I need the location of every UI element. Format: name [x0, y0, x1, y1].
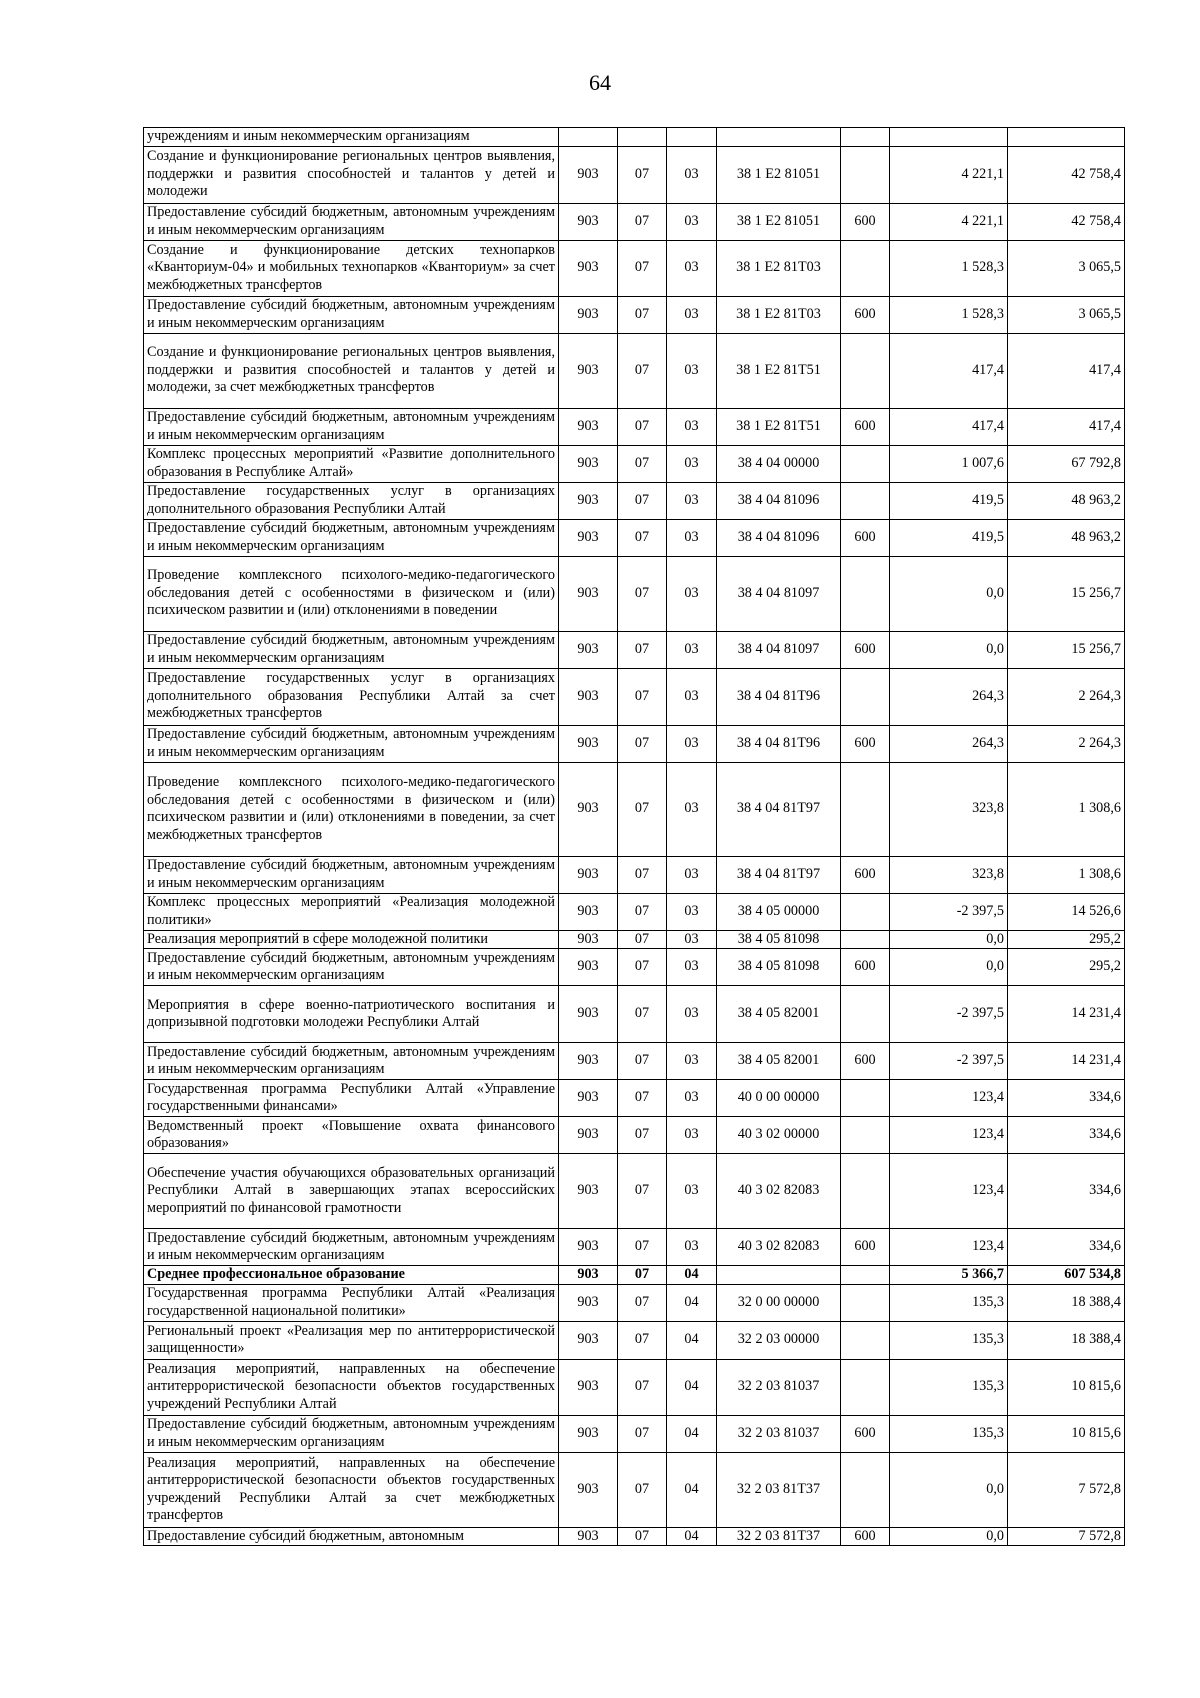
row-target-article-cell: 38 1 E2 81051: [717, 146, 841, 203]
table-row: [144, 240, 1125, 296]
row-section-cell: 07: [618, 1043, 667, 1080]
row-expense-type-cell: 600: [841, 1415, 890, 1452]
row-amount-total-cell: 42 758,4: [1008, 146, 1125, 203]
row-name-cell: Комплекс процессных мероприятий «Развитие дополнительного образования в Республике Алтай»: [144, 445, 559, 482]
row-grbs-cell: 903: [559, 1043, 618, 1080]
row-amount-total-cell: 10 815,6: [1008, 1359, 1125, 1415]
row-amount-total-cell: 1 308,6: [1008, 856, 1125, 893]
row-amount-total-cell: 15 256,7: [1008, 556, 1125, 631]
row-name-cell: Предоставление субсидий бюджетным, автономным учреждениям и иным некоммерческим организациям: [144, 1229, 559, 1266]
row-amount-change-cell: 135,3: [890, 1284, 1008, 1321]
row-expense-type-cell: 600: [841, 408, 890, 445]
row-grbs-cell: 903: [559, 445, 618, 482]
row-amount-total-cell: 15 256,7: [1008, 631, 1125, 668]
row-section-cell: 07: [618, 949, 667, 986]
row-name-cell: Мероприятия в сфере военно-патриотического воспитания и допризывной подготовки молодежи Республики Алтай: [144, 986, 559, 1043]
row-section-cell: 07: [618, 1229, 667, 1266]
row-amount-total-cell: 42 758,4: [1008, 203, 1125, 240]
table-row: [144, 146, 1125, 203]
row-expense-type-cell: [841, 240, 890, 296]
row-target-article-cell: 38 4 04 81096: [717, 519, 841, 556]
row-name-cell: Среднее профессиональное образование: [144, 1266, 559, 1285]
row-amount-change-cell: 0,0: [890, 1452, 1008, 1527]
row-name-cell: Государственная программа Республики Алтай «Реализация государственной национальной политики»: [144, 1284, 559, 1321]
row-amount-change-cell: -2 397,5: [890, 1043, 1008, 1080]
row-name-cell: Предоставление субсидий бюджетным, автономным учреждениям и иным некоммерческим организациям: [144, 631, 559, 668]
page-number: 64: [589, 70, 611, 95]
row-amount-change-cell: 0,0: [890, 556, 1008, 631]
table-row: [144, 631, 1125, 668]
row-expense-type-cell: [841, 1080, 890, 1117]
table-row: [144, 333, 1125, 408]
row-name-cell: Предоставление государственных услуг в организациях дополнительного образования Республики Алтай: [144, 482, 559, 519]
row-amount-change-cell: 419,5: [890, 482, 1008, 519]
row-amount-total-cell: 48 963,2: [1008, 519, 1125, 556]
row-subsection-cell: 04: [667, 1415, 717, 1452]
row-expense-type-cell: 600: [841, 949, 890, 986]
row-expense-type-cell: [841, 556, 890, 631]
row-subsection-cell: 03: [667, 986, 717, 1043]
row-target-article-cell: 38 4 05 82001: [717, 1043, 841, 1080]
table-row: [144, 1321, 1125, 1359]
row-expense-type-cell: [841, 1452, 890, 1527]
row-grbs-cell: 903: [559, 1080, 618, 1117]
row-section-cell: 07: [618, 725, 667, 762]
row-subsection-cell: 03: [667, 333, 717, 408]
row-amount-change-cell: 135,3: [890, 1321, 1008, 1359]
row-name-cell: Предоставление субсидий бюджетным, автономным учреждениям и иным некоммерческим организациям: [144, 725, 559, 762]
row-amount-total-cell: [1008, 128, 1125, 147]
row-amount-change-cell: 1 528,3: [890, 296, 1008, 333]
row-name-cell: Предоставление субсидий бюджетным, автономным учреждениям и иным некоммерческим организациям: [144, 203, 559, 240]
row-section-cell: 07: [618, 1359, 667, 1415]
row-grbs-cell: 903: [559, 668, 618, 725]
table-row: [144, 762, 1125, 856]
row-subsection-cell: 03: [667, 893, 717, 930]
row-amount-change-cell: [890, 128, 1008, 147]
table-row: [144, 1117, 1125, 1154]
row-expense-type-cell: 600: [841, 725, 890, 762]
row-name-cell: Обеспечение участия обучающихся образовательных организаций Республики Алтай в завершающих этапах всероссийских мероприятий по финансовой грамотности: [144, 1154, 559, 1229]
table-row: [144, 725, 1125, 762]
row-name-cell: Создание и функционирование детских технопарков «Кванториум-04» и мобильных технопарков «Кванториум» за счет межбюджетных трансфертов: [144, 240, 559, 296]
row-expense-type-cell: [841, 1117, 890, 1154]
row-grbs-cell: 903: [559, 1415, 618, 1452]
table-row: [144, 482, 1125, 519]
row-name-cell: Проведение комплексного психолого-медико-педагогического обследования детей с особенностями в физическом и (или) психическом развитии и (или) отклонениями в поведении, за счет межбюджетных трансфертов: [144, 762, 559, 856]
row-amount-total-cell: 2 264,3: [1008, 668, 1125, 725]
row-name-cell: учреждениям и иным некоммерческим организациям: [144, 128, 559, 147]
row-amount-change-cell: 0,0: [890, 631, 1008, 668]
row-amount-total-cell: 334,6: [1008, 1229, 1125, 1266]
row-expense-type-cell: [841, 1321, 890, 1359]
row-subsection-cell: 03: [667, 949, 717, 986]
row-subsection-cell: 04: [667, 1452, 717, 1527]
row-section-cell: [618, 128, 667, 147]
row-expense-type-cell: [841, 668, 890, 725]
row-amount-total-cell: 1 308,6: [1008, 762, 1125, 856]
row-amount-total-cell: 14 526,6: [1008, 893, 1125, 930]
row-target-article-cell: [717, 1266, 841, 1285]
table-row: [144, 556, 1125, 631]
row-expense-type-cell: 600: [841, 1229, 890, 1266]
row-amount-total-cell: 67 792,8: [1008, 445, 1125, 482]
row-name-cell: Предоставление субсидий бюджетным, автономным учреждениям и иным некоммерческим организациям: [144, 296, 559, 333]
row-amount-total-cell: 2 264,3: [1008, 725, 1125, 762]
row-grbs-cell: 903: [559, 1266, 618, 1285]
table-row: [144, 893, 1125, 930]
row-amount-total-cell: 417,4: [1008, 333, 1125, 408]
row-subsection-cell: 03: [667, 296, 717, 333]
row-section-cell: 07: [618, 519, 667, 556]
row-section-cell: 07: [618, 1415, 667, 1452]
row-expense-type-cell: [841, 1154, 890, 1229]
row-amount-change-cell: 135,3: [890, 1415, 1008, 1452]
row-amount-change-cell: 264,3: [890, 725, 1008, 762]
row-expense-type-cell: [841, 146, 890, 203]
row-amount-change-cell: 0,0: [890, 949, 1008, 986]
row-amount-change-cell: 123,4: [890, 1154, 1008, 1229]
table-row: [144, 856, 1125, 893]
table-row: [144, 1043, 1125, 1080]
row-amount-total-cell: 10 815,6: [1008, 1415, 1125, 1452]
row-section-cell: 07: [618, 333, 667, 408]
row-amount-total-cell: 48 963,2: [1008, 482, 1125, 519]
row-target-article-cell: 38 4 04 81T97: [717, 856, 841, 893]
row-grbs-cell: 903: [559, 408, 618, 445]
row-amount-total-cell: 607 534,8: [1008, 1266, 1125, 1285]
row-name-cell: Создание и функционирование региональных центров выявления, поддержки и развития способностей и талантов у детей и молодежи: [144, 146, 559, 203]
row-target-article-cell: 32 0 00 00000: [717, 1284, 841, 1321]
row-amount-total-cell: 14 231,4: [1008, 986, 1125, 1043]
row-amount-change-cell: 5 366,7: [890, 1266, 1008, 1285]
row-target-article-cell: 38 1 E2 81T03: [717, 240, 841, 296]
row-section-cell: 07: [618, 408, 667, 445]
row-grbs-cell: 903: [559, 1284, 618, 1321]
table-row: [144, 949, 1125, 986]
row-subsection-cell: [667, 128, 717, 147]
row-grbs-cell: 903: [559, 893, 618, 930]
row-grbs-cell: 903: [559, 296, 618, 333]
row-amount-change-cell: 123,4: [890, 1080, 1008, 1117]
row-section-cell: 07: [618, 1080, 667, 1117]
row-target-article-cell: 38 4 04 00000: [717, 445, 841, 482]
row-name-cell: Ведомственный проект «Повышение охвата финансового образования»: [144, 1117, 559, 1154]
row-target-article-cell: 40 3 02 00000: [717, 1117, 841, 1154]
row-subsection-cell: 03: [667, 445, 717, 482]
row-subsection-cell: 03: [667, 556, 717, 631]
row-name-cell: Предоставление субсидий бюджетным, автономным учреждениям и иным некоммерческим организациям: [144, 1415, 559, 1452]
row-grbs-cell: 903: [559, 333, 618, 408]
row-amount-total-cell: 334,6: [1008, 1080, 1125, 1117]
row-section-cell: 07: [618, 893, 667, 930]
row-section-cell: 07: [618, 296, 667, 333]
row-section-cell: 07: [618, 856, 667, 893]
row-section-cell: 07: [618, 668, 667, 725]
row-amount-change-cell: 417,4: [890, 408, 1008, 445]
row-target-article-cell: 38 1 E2 81T51: [717, 408, 841, 445]
row-grbs-cell: [559, 128, 618, 147]
table-row: [144, 408, 1125, 445]
row-subsection-cell: 03: [667, 1117, 717, 1154]
table-row: [144, 1359, 1125, 1415]
table-row: [144, 296, 1125, 333]
row-target-article-cell: 38 4 05 00000: [717, 893, 841, 930]
row-amount-change-cell: 1 007,6: [890, 445, 1008, 482]
row-target-article-cell: 32 2 03 81037: [717, 1359, 841, 1415]
row-subsection-cell: 03: [667, 482, 717, 519]
row-section-cell: 07: [618, 1266, 667, 1285]
row-subsection-cell: 03: [667, 408, 717, 445]
row-amount-total-cell: 3 065,5: [1008, 296, 1125, 333]
row-name-cell: Предоставление субсидий бюджетным, автономным учреждениям и иным некоммерческим организациям: [144, 519, 559, 556]
row-expense-type-cell: [841, 986, 890, 1043]
row-amount-total-cell: 14 231,4: [1008, 1043, 1125, 1080]
row-subsection-cell: 03: [667, 1154, 717, 1229]
table-row: [144, 1229, 1125, 1266]
row-section-cell: 07: [618, 203, 667, 240]
row-amount-total-cell: 295,2: [1008, 949, 1125, 986]
row-subsection-cell: 03: [667, 856, 717, 893]
row-name-cell: Создание и функционирование региональных центров выявления, поддержки и развития способностей и талантов у детей и молодежи, за счет межбюджетных трансфертов: [144, 333, 559, 408]
row-subsection-cell: 03: [667, 203, 717, 240]
row-name-cell: Предоставление субсидий бюджетным, автономным учреждениям и иным некоммерческим организациям: [144, 949, 559, 986]
row-amount-change-cell: 135,3: [890, 1359, 1008, 1415]
row-subsection-cell: 03: [667, 725, 717, 762]
row-target-article-cell: 38 4 04 81097: [717, 556, 841, 631]
row-name-cell: Реализация мероприятий в сфере молодежной политики: [144, 930, 559, 949]
row-expense-type-cell: 600: [841, 856, 890, 893]
row-amount-change-cell: -2 397,5: [890, 893, 1008, 930]
row-target-article-cell: 38 4 05 81098: [717, 930, 841, 949]
row-section-cell: 07: [618, 1117, 667, 1154]
row-grbs-cell: 903: [559, 556, 618, 631]
table-row: [144, 1266, 1125, 1285]
row-expense-type-cell: [841, 1359, 890, 1415]
row-name-cell: Проведение комплексного психолого-медико-педагогического обследования детей с особенностями в физическом и (или) психическом развитии и (или) отклонениями в поведении: [144, 556, 559, 631]
row-amount-change-cell: 419,5: [890, 519, 1008, 556]
row-amount-change-cell: 1 528,3: [890, 240, 1008, 296]
row-subsection-cell: 03: [667, 1080, 717, 1117]
row-grbs-cell: 903: [559, 856, 618, 893]
row-target-article-cell: 32 2 03 81T37: [717, 1527, 841, 1546]
row-target-article-cell: 38 1 E2 81T51: [717, 333, 841, 408]
row-expense-type-cell: [841, 762, 890, 856]
row-subsection-cell: 04: [667, 1321, 717, 1359]
row-amount-change-cell: 323,8: [890, 856, 1008, 893]
row-target-article-cell: 40 3 02 82083: [717, 1154, 841, 1229]
row-grbs-cell: 903: [559, 240, 618, 296]
row-section-cell: 07: [618, 240, 667, 296]
row-amount-total-cell: 417,4: [1008, 408, 1125, 445]
row-amount-total-cell: 18 388,4: [1008, 1321, 1125, 1359]
row-expense-type-cell: [841, 893, 890, 930]
row-target-article-cell: 38 4 04 81096: [717, 482, 841, 519]
budget-table: [143, 127, 1125, 1546]
row-amount-total-cell: 7 572,8: [1008, 1527, 1125, 1546]
row-expense-type-cell: [841, 930, 890, 949]
row-subsection-cell: 03: [667, 1229, 717, 1266]
row-expense-type-cell: 600: [841, 1527, 890, 1546]
table-row: [144, 519, 1125, 556]
row-name-cell: Государственная программа Республики Алтай «Управление государственными финансами»: [144, 1080, 559, 1117]
row-name-cell: Предоставление субсидий бюджетным, автономным учреждениям и иным некоммерческим организациям: [144, 1043, 559, 1080]
table-row: [144, 668, 1125, 725]
table-row: [144, 128, 1125, 147]
row-expense-type-cell: 600: [841, 519, 890, 556]
row-section-cell: 07: [618, 482, 667, 519]
table-row: [144, 1154, 1125, 1229]
row-subsection-cell: 03: [667, 1043, 717, 1080]
row-expense-type-cell: 600: [841, 203, 890, 240]
row-section-cell: 07: [618, 631, 667, 668]
row-amount-change-cell: 0,0: [890, 930, 1008, 949]
row-subsection-cell: 04: [667, 1266, 717, 1285]
row-grbs-cell: 903: [559, 482, 618, 519]
row-target-article-cell: 32 2 03 81T37: [717, 1452, 841, 1527]
row-amount-change-cell: 123,4: [890, 1117, 1008, 1154]
row-target-article-cell: 32 2 03 81037: [717, 1415, 841, 1452]
row-target-article-cell: 38 4 05 81098: [717, 949, 841, 986]
row-section-cell: 07: [618, 986, 667, 1043]
row-name-cell: Предоставление государственных услуг в организациях дополнительного образования Республики Алтай за счет межбюджетных трансфертов: [144, 668, 559, 725]
row-grbs-cell: 903: [559, 1154, 618, 1229]
row-section-cell: 07: [618, 1321, 667, 1359]
row-expense-type-cell: [841, 445, 890, 482]
row-amount-change-cell: 123,4: [890, 1229, 1008, 1266]
row-subsection-cell: 03: [667, 240, 717, 296]
row-amount-change-cell: 264,3: [890, 668, 1008, 725]
table-row: [144, 1452, 1125, 1527]
row-name-cell: Региональный проект «Реализация мер по антитеррористической защищенности»: [144, 1321, 559, 1359]
row-section-cell: 07: [618, 445, 667, 482]
row-name-cell: Реализация мероприятий, направленных на обеспечение антитеррористической безопасности объектов государственных учреждений Республики Алтай за счет межбюджетных трансфертов: [144, 1452, 559, 1527]
row-amount-change-cell: -2 397,5: [890, 986, 1008, 1043]
row-grbs-cell: 903: [559, 1452, 618, 1527]
row-grbs-cell: 903: [559, 1229, 618, 1266]
row-amount-total-cell: 334,6: [1008, 1117, 1125, 1154]
row-grbs-cell: 903: [559, 1359, 618, 1415]
row-amount-total-cell: 7 572,8: [1008, 1452, 1125, 1527]
row-expense-type-cell: [841, 482, 890, 519]
row-grbs-cell: 903: [559, 1527, 618, 1546]
row-name-cell: Предоставление субсидий бюджетным, автономным учреждениям и иным некоммерческим организациям: [144, 408, 559, 445]
row-subsection-cell: 03: [667, 930, 717, 949]
row-grbs-cell: 903: [559, 519, 618, 556]
row-grbs-cell: 903: [559, 725, 618, 762]
row-expense-type-cell: [841, 1284, 890, 1321]
row-grbs-cell: 903: [559, 930, 618, 949]
table-body: [144, 128, 1125, 1546]
row-amount-change-cell: 4 221,1: [890, 203, 1008, 240]
row-target-article-cell: 38 4 04 81T96: [717, 668, 841, 725]
row-target-article-cell: 38 1 E2 81051: [717, 203, 841, 240]
row-amount-total-cell: 18 388,4: [1008, 1284, 1125, 1321]
row-section-cell: 07: [618, 930, 667, 949]
row-amount-change-cell: 0,0: [890, 1527, 1008, 1546]
row-subsection-cell: 03: [667, 146, 717, 203]
row-amount-change-cell: 417,4: [890, 333, 1008, 408]
row-target-article-cell: 38 1 E2 81T03: [717, 296, 841, 333]
row-expense-type-cell: 600: [841, 296, 890, 333]
table-row: [144, 1284, 1125, 1321]
row-grbs-cell: 903: [559, 949, 618, 986]
table-row: [144, 203, 1125, 240]
row-section-cell: 07: [618, 1527, 667, 1546]
row-subsection-cell: 03: [667, 631, 717, 668]
table-row: [144, 930, 1125, 949]
row-grbs-cell: 903: [559, 1117, 618, 1154]
row-target-article-cell: 38 4 04 81T96: [717, 725, 841, 762]
row-name-cell: Предоставление субсидий бюджетным, автономным: [144, 1527, 559, 1546]
row-amount-total-cell: 295,2: [1008, 930, 1125, 949]
row-subsection-cell: 03: [667, 762, 717, 856]
row-name-cell: Предоставление субсидий бюджетным, автономным учреждениям и иным некоммерческим организациям: [144, 856, 559, 893]
row-amount-change-cell: 323,8: [890, 762, 1008, 856]
row-grbs-cell: 903: [559, 762, 618, 856]
row-target-article-cell: 38 4 05 82001: [717, 986, 841, 1043]
row-section-cell: 07: [618, 1284, 667, 1321]
row-name-cell: Реализация мероприятий, направленных на обеспечение антитеррористической безопасности объектов государственных учреждений Республики Алтай: [144, 1359, 559, 1415]
row-subsection-cell: 04: [667, 1284, 717, 1321]
row-section-cell: 07: [618, 1154, 667, 1229]
row-amount-total-cell: 334,6: [1008, 1154, 1125, 1229]
row-expense-type-cell: 600: [841, 1043, 890, 1080]
table-row: [144, 1527, 1125, 1546]
table-row: [144, 986, 1125, 1043]
row-section-cell: 07: [618, 1452, 667, 1527]
row-target-article-cell: 38 4 04 81097: [717, 631, 841, 668]
row-expense-type-cell: [841, 128, 890, 147]
row-grbs-cell: 903: [559, 631, 618, 668]
row-grbs-cell: 903: [559, 203, 618, 240]
row-subsection-cell: 03: [667, 668, 717, 725]
row-grbs-cell: 903: [559, 1321, 618, 1359]
row-target-article-cell: 38 4 04 81T97: [717, 762, 841, 856]
table-row: [144, 1080, 1125, 1117]
row-name-cell: Комплекс процессных мероприятий «Реализация молодежной политики»: [144, 893, 559, 930]
row-target-article-cell: 40 3 02 82083: [717, 1229, 841, 1266]
row-amount-total-cell: 3 065,5: [1008, 240, 1125, 296]
row-amount-change-cell: 4 221,1: [890, 146, 1008, 203]
row-target-article-cell: 40 0 00 00000: [717, 1080, 841, 1117]
row-expense-type-cell: 600: [841, 631, 890, 668]
row-expense-type-cell: [841, 1266, 890, 1285]
row-section-cell: 07: [618, 556, 667, 631]
row-target-article-cell: [717, 128, 841, 147]
row-expense-type-cell: [841, 333, 890, 408]
row-section-cell: 07: [618, 146, 667, 203]
row-subsection-cell: 04: [667, 1527, 717, 1546]
row-grbs-cell: 903: [559, 986, 618, 1043]
row-subsection-cell: 03: [667, 519, 717, 556]
row-target-article-cell: 32 2 03 00000: [717, 1321, 841, 1359]
row-subsection-cell: 04: [667, 1359, 717, 1415]
row-section-cell: 07: [618, 762, 667, 856]
table-row: [144, 1415, 1125, 1452]
row-grbs-cell: 903: [559, 146, 618, 203]
table-row: [144, 445, 1125, 482]
